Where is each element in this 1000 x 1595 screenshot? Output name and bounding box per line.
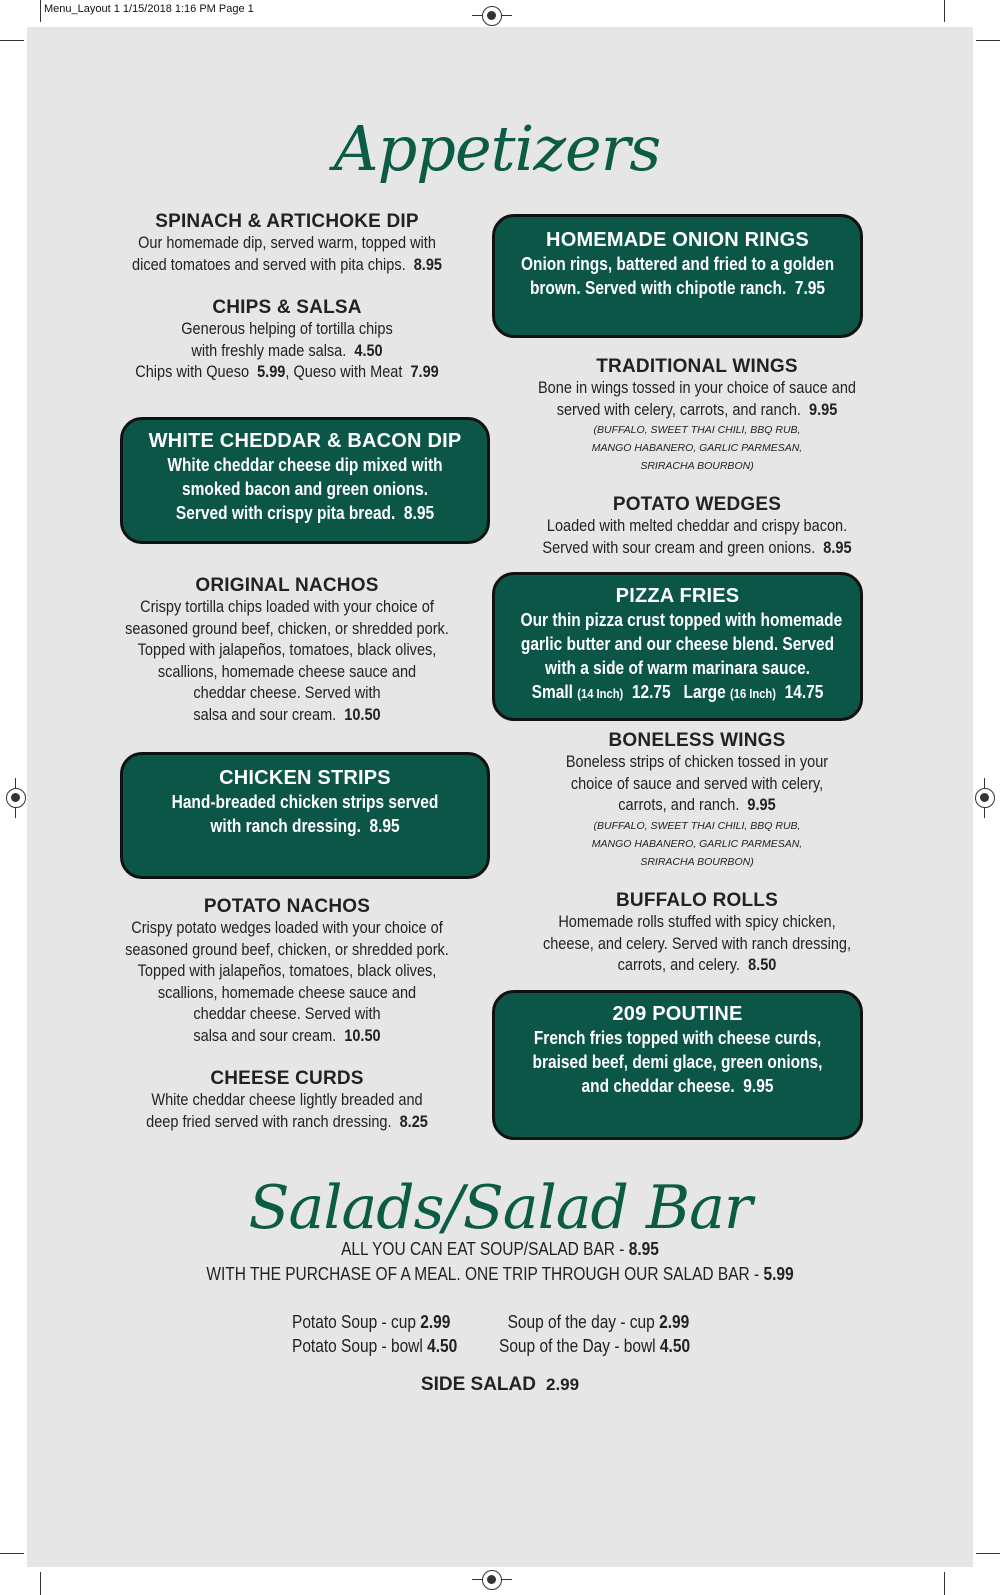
desc-line: Topped with jalapeños, tomatoes, black olives, (137, 641, 437, 659)
desc-line: carrots, and celery. (617, 956, 741, 974)
item-desc (148, 790, 461, 814)
desc-line: cheddar cheese. Served with (193, 684, 381, 702)
item-desc (120, 341, 454, 363)
sauce-list: (BUFFALO, SWEET THAI CHILI, BBQ RUB, (593, 819, 801, 832)
item-name: WHITE CHEDDAR & BACON DIP (148, 430, 462, 452)
desc-line: choice of sauce and served with celery, (570, 774, 824, 793)
desc-line: with freshly made salsa. (191, 341, 347, 360)
crop-mark (0, 40, 24, 41)
desc-line: brown. Served with chipotle ranch. (529, 278, 787, 298)
item-desc (148, 453, 461, 477)
salad-meal-line (93, 1264, 907, 1285)
price: 7.99 (410, 363, 439, 381)
buffalo-rolls (497, 890, 897, 977)
item-desc (120, 362, 454, 384)
item-desc (521, 400, 873, 422)
item-desc (521, 934, 873, 956)
crop-mark (40, 0, 41, 22)
salad-bar-line (93, 1239, 907, 1260)
desc-line: Onion rings, battered and fried to a golden (520, 254, 835, 274)
appetizers-title: Appetizers (333, 112, 661, 185)
soup-of-day-list (499, 1310, 690, 1358)
sauce-list: SRIRACHA BOURBON) (640, 460, 754, 472)
price: 7.95 (794, 278, 826, 298)
size-label: Small (531, 682, 573, 702)
desc-line: and cheddar cheese. (581, 1076, 735, 1096)
item-desc (120, 597, 454, 619)
item-desc (521, 955, 873, 977)
item-desc (120, 918, 454, 940)
spinach-artichoke-dip (97, 211, 477, 276)
item-name: HOMEMADE ONION RINGS (546, 229, 809, 251)
item-desc (521, 1026, 835, 1050)
side-salad-line (27, 1374, 973, 1396)
poutine-box (492, 990, 863, 1140)
price: 10.50 (344, 1026, 381, 1045)
price: 2.99 (420, 1312, 451, 1332)
side-salad-label: SIDE SALAD (420, 1374, 536, 1395)
desc-line: smoked bacon and green onions. (181, 479, 429, 499)
pizza-fries-box (492, 572, 863, 721)
potato-wedges (497, 494, 897, 559)
item-desc (521, 1050, 835, 1074)
price: 2.99 (546, 1375, 580, 1394)
size-label: Large (683, 682, 726, 702)
sauce-list: MANGO HABANERO, GARLIC PARMESAN, (591, 837, 803, 850)
registration-mark-icon (975, 788, 995, 808)
desc-line: braised beef, demi glace, green onions, (532, 1052, 823, 1072)
price: 8.95 (413, 255, 442, 274)
desc-line: cheddar cheese. Served with (193, 1005, 381, 1023)
desc-line: with ranch dressing. (210, 816, 361, 836)
desc-line: Loaded with melted cheddar and crispy bacon. (546, 517, 848, 535)
item-name: POTATO NACHOS (203, 896, 371, 917)
salads-title: Salads/Salad Bar (248, 1173, 752, 1243)
price: 8.25 (399, 1112, 428, 1131)
price: 8.50 (748, 956, 777, 974)
item-desc (120, 619, 454, 641)
item-name: CHICKEN STRIPS (219, 767, 391, 789)
print-header: Menu_Layout 1 1/15/2018 1:16 PM Page 1 (44, 3, 254, 15)
crop-mark (944, 1572, 945, 1595)
desc-line: French fries topped with cheese curds, (533, 1028, 822, 1048)
item-desc (521, 795, 873, 817)
desc-line: Crispy tortilla chips loaded with your choice of (140, 598, 434, 616)
item-name: BONELESS WINGS (608, 730, 786, 751)
desc-line: Served with sour cream and green onions. (542, 538, 816, 557)
desc-line: White cheddar cheese lightly breaded and (151, 1091, 423, 1109)
desc-line: Our thin pizza crust topped with homemade (520, 610, 843, 630)
desc-line: Bone in wings tossed in your choice of sauce and (537, 379, 857, 397)
price: 8.95 (628, 1239, 659, 1259)
item-desc (120, 705, 454, 727)
price: 8.95 (823, 538, 852, 557)
desc-line: Topped with jalapeños, tomatoes, black olives, (137, 962, 437, 980)
item-desc (148, 501, 461, 525)
soup-line (499, 1334, 690, 1358)
desc-line: deep fried served with ranch dressing. (146, 1112, 392, 1131)
item-desc (521, 252, 835, 276)
registration-mark-icon (482, 6, 502, 26)
item-desc (521, 774, 873, 796)
item-name: SPINACH & ARTICHOKE DIP (155, 211, 419, 232)
desc-line: scallions, homemade cheese sauce and (157, 983, 417, 1002)
registration-mark-icon (6, 788, 26, 808)
price: 5.99 (763, 1264, 794, 1284)
item-desc (521, 276, 835, 300)
item-desc (148, 814, 461, 838)
item-name: BUFFALO ROLLS (616, 890, 778, 911)
price: 5.99 (257, 363, 286, 381)
price: 9.95 (747, 796, 776, 814)
size-inches: (14 Inch) (577, 686, 624, 701)
desc-line: with a side of warm marinara sauce. (545, 658, 810, 678)
soup-line (499, 1310, 690, 1334)
item-desc (120, 961, 454, 983)
item-desc (521, 912, 873, 934)
registration-mark-icon (482, 1570, 502, 1590)
item-name: ORIGINAL NACHOS (195, 575, 379, 596)
item-desc (120, 233, 454, 255)
desc-line: , Queso with Meat (285, 363, 403, 381)
price: 4.50 (427, 1336, 458, 1356)
desc-line: cheese, and celery. Served with ranch dressing, (542, 934, 852, 953)
desc-line: carrots, and ranch. (618, 796, 740, 814)
sauce-list: (BUFFALO, SWEET THAI CHILI, BBQ RUB, (593, 424, 801, 436)
item-desc (521, 656, 835, 680)
item-name: POTATO WEDGES (612, 494, 782, 515)
desc-line: White cheddar cheese dip mixed with (167, 455, 443, 475)
boneless-wings (497, 730, 897, 871)
price: 4.50 (659, 1336, 691, 1356)
item-desc (120, 319, 454, 341)
desc-line: salsa and sour cream. (193, 705, 337, 724)
item-desc (120, 683, 454, 705)
potato-nachos (97, 896, 477, 1047)
crop-mark (944, 0, 945, 22)
crop-mark (976, 40, 1000, 41)
soup-label: Soup of the Day - bowl (499, 1336, 656, 1356)
onion-rings-box (492, 214, 863, 338)
price: 12.75 (631, 682, 671, 702)
soup-line (292, 1334, 457, 1358)
item-desc (521, 378, 873, 400)
item-desc (148, 477, 461, 501)
price: 8.95 (403, 503, 435, 523)
price: 9.95 (809, 400, 838, 419)
desc-line: seasoned ground beef, chicken, or shredded pork. (125, 619, 449, 638)
sauce-list: MANGO HABANERO, GARLIC PARMESAN, (591, 442, 803, 454)
item-desc (120, 255, 454, 277)
original-nachos (97, 575, 477, 726)
menu-page (27, 27, 973, 1567)
desc-line: served with celery, carrots, and ranch. (556, 400, 801, 419)
price: 14.75 (784, 682, 824, 702)
desc-line: Served with crispy pita bread. (175, 503, 396, 523)
item-name: CHIPS & SALSA (212, 297, 362, 318)
item-desc (521, 516, 873, 538)
desc-line: Our homemade dip, served warm, topped with (138, 234, 436, 252)
soup-label: Potato Soup - cup (292, 1312, 416, 1332)
item-desc (521, 1074, 835, 1098)
item-desc (120, 1026, 454, 1048)
item-desc (120, 640, 454, 662)
chips-salsa (97, 297, 477, 384)
sauce-list: SRIRACHA BOURBON) (640, 855, 754, 868)
traditional-wings (497, 356, 897, 475)
desc-line: garlic butter and our cheese blend. Served (520, 634, 835, 654)
item-desc (120, 983, 454, 1005)
item-name: 209 POUTINE (612, 1003, 743, 1025)
item-desc (521, 680, 835, 706)
price: 9.95 (743, 1076, 774, 1096)
white-cheddar-bacon-dip-box (120, 417, 490, 544)
item-desc (521, 538, 873, 560)
item-name: CHEESE CURDS (210, 1068, 364, 1089)
desc-line: scallions, homemade cheese sauce and (157, 662, 417, 681)
soup-line (292, 1310, 457, 1334)
cheese-curds (97, 1068, 477, 1133)
item-desc (120, 1004, 454, 1026)
size-inches: (16 Inch) (730, 686, 776, 701)
desc-line: Hand-breaded chicken strips served (171, 792, 439, 812)
item-desc (521, 752, 873, 774)
price: 2.99 (659, 1312, 690, 1332)
chicken-strips-box (120, 752, 490, 879)
item-desc (120, 662, 454, 684)
desc-line: Chips with Queso (135, 363, 250, 381)
price: 8.95 (369, 816, 400, 836)
desc-line: diced tomatoes and served with pita chips. (132, 255, 406, 274)
item-desc (520, 608, 843, 632)
potato-soup-list (292, 1310, 457, 1358)
item-desc (521, 632, 835, 656)
desc-line: salsa and sour cream. (193, 1026, 337, 1045)
item-desc (120, 1090, 454, 1112)
desc-line: Crispy potato wedges loaded with your choice of (131, 919, 443, 937)
soup-label: Potato Soup - bowl (292, 1336, 423, 1356)
salad-text: ALL YOU CAN EAT SOUP/SALAD BAR - (341, 1239, 625, 1259)
desc-line: Generous helping of tortilla chips (181, 320, 393, 338)
price: 10.50 (344, 705, 381, 724)
desc-line: seasoned ground beef, chicken, or shredded pork. (125, 940, 449, 959)
salad-text: WITH THE PURCHASE OF A MEAL. ONE TRIP THROUGH OUR SALAD BAR - (206, 1264, 760, 1284)
item-name: TRADITIONAL WINGS (596, 356, 798, 377)
desc-line: Homemade rolls stuffed with spicy chicken, (558, 913, 836, 931)
crop-mark (0, 1553, 24, 1554)
soup-label: Soup of the day - cup (507, 1312, 655, 1332)
item-name: PIZZA FRIES (615, 585, 740, 607)
crop-mark (40, 1572, 41, 1595)
desc-line: Boneless strips of chicken tossed in your (565, 753, 829, 771)
crop-mark (976, 1553, 1000, 1554)
item-desc (120, 940, 454, 962)
item-desc (120, 1112, 454, 1134)
price: 4.50 (354, 341, 383, 360)
